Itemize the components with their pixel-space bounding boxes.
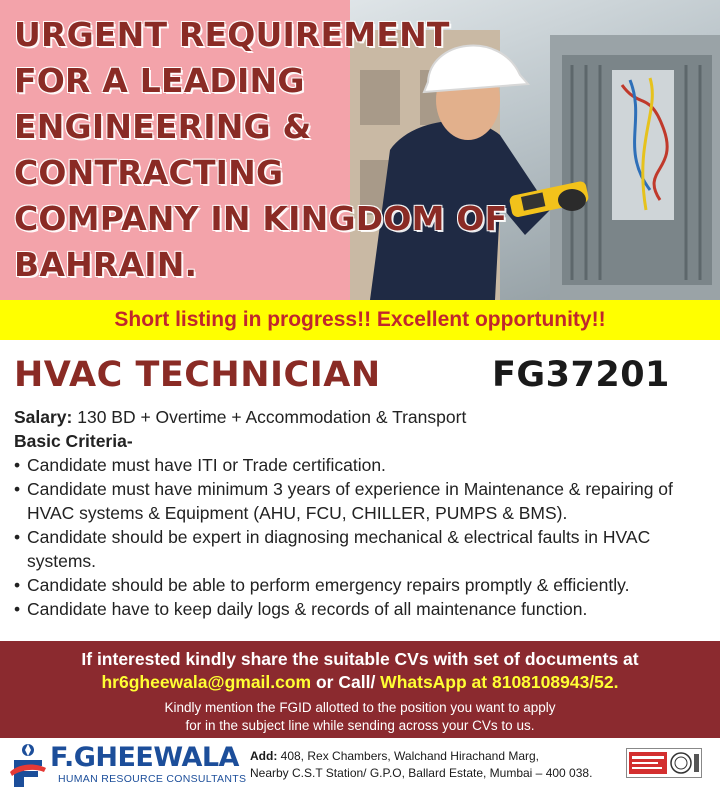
whatsapp-link[interactable]: WhatsApp at 8108108943/52. [380,672,619,692]
criteria-item: • Candidate should be able to perform emergency repairs promptly & efficiently. [14,573,714,597]
headline-line: BAHRAIN. [14,245,198,284]
job-code: FG37201 [492,355,670,395]
headline-line: CONTRACTING [14,153,284,192]
fgid-note-line: Kindly mention the FGID allotted to the position you want to apply [164,700,556,715]
criteria-item: • Candidate must have ITI or Trade certification. [14,453,714,477]
criteria-heading: Basic Criteria- [14,431,133,451]
headline-line: URGENT REQUIREMENT [14,15,450,54]
brand-name: F.GHEEWALA [50,742,239,773]
fgid-note-line: for in the subject line while sending across your CVs to us. [185,718,535,733]
office-address [250,748,592,782]
address-line [250,748,592,765]
brand-tagline: HUMAN RESOURCE CONSULTANTS [58,773,247,785]
criteria-item: • Candidate should be expert in diagnosing mechanical & electrical faults in HVAC systems. [14,525,714,573]
apply-instruction: If interested kindly share the suitable CVs with set of documents at [81,649,639,669]
contact-connector: or Call/ [311,672,381,692]
shortlisting-banner [0,300,720,340]
address-text: 408, Rex Chambers, Walchand Hirachand Marg, [277,749,540,763]
salary-line [14,405,714,429]
job-details [14,405,714,621]
headline-line: ENGINEERING & [14,107,312,146]
criteria-item: • Candidate must have minimum 3 years of experience in Maintenance & repairing of HVAC systems & Equipment (AHU, FCU, CHILLER, PUMPS & BMS). [14,477,714,525]
contact-line [0,672,720,693]
headline-line: FOR A LEADING [14,61,305,100]
headline [14,12,508,288]
job-title: HVAC TECHNICIAN [14,355,381,395]
banner-text: Short listing in progress!! Excellent opportunity!! [114,308,606,331]
address-line: Nearby C.S.T Station/ G.P.O, Ballard Estate, Mumbai – 400 038. [250,766,593,780]
fgid-note [0,699,720,735]
headline-line: COMPANY IN KINGDOM OF [14,199,508,238]
apply-section [0,641,720,738]
criteria-list [14,453,714,621]
address-label: Add: [250,749,278,763]
gheewala-logo-icon [8,742,48,788]
salary-label: Salary: [14,407,73,427]
criteria-item: • Candidate have to keep daily logs & records of all maintenance function. [14,597,714,621]
email-link[interactable]: hr6gheewala@gmail.com [101,672,312,692]
certification-badge-icon [626,748,702,778]
salary-value: 130 BD + Overtime + Accommodation & Transport [72,407,467,427]
